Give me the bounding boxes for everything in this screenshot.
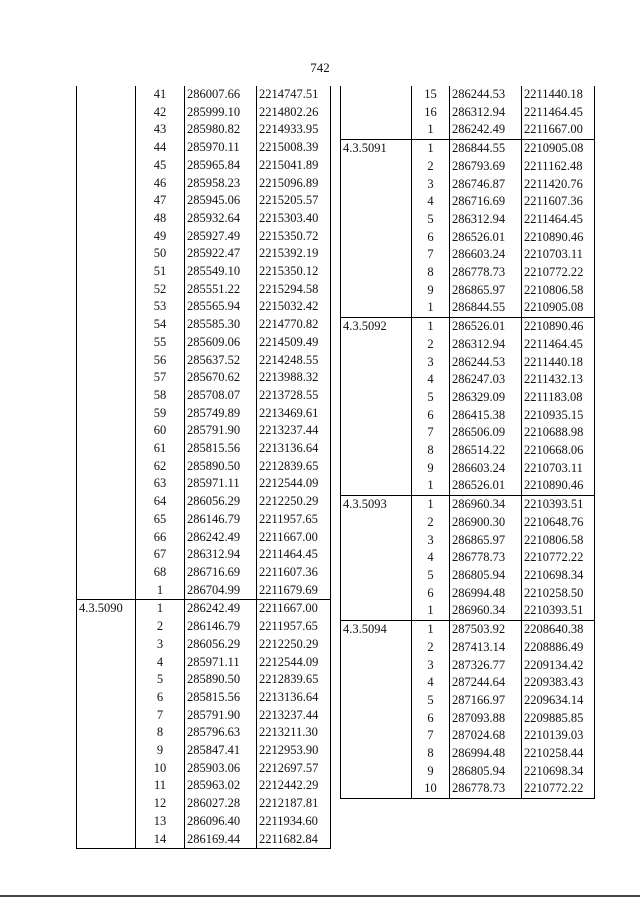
table-row <box>341 496 595 514</box>
x-coordinate-cell: 287503.92 <box>450 621 522 639</box>
point-number-cell: 45 <box>136 157 185 175</box>
x-coordinate-cell: 285922.47 <box>185 245 257 263</box>
x-coordinate-cell: 285609.06 <box>185 334 257 352</box>
y-coordinate-cell: 2210703.11 <box>522 460 595 478</box>
y-coordinate-cell: 2209634.14 <box>522 692 595 710</box>
x-coordinate-cell: 286865.97 <box>450 532 522 550</box>
x-coordinate-cell: 286146.79 <box>185 511 257 529</box>
point-number-cell: 57 <box>136 369 185 387</box>
point-number-cell: 4 <box>412 549 450 567</box>
table-row <box>341 318 595 336</box>
x-coordinate-cell: 285980.82 <box>185 121 257 139</box>
point-number-cell: 2 <box>136 618 185 636</box>
x-coordinate-cell: 286056.29 <box>185 493 257 511</box>
y-coordinate-cell: 2212442.29 <box>257 777 331 795</box>
point-number-cell: 1 <box>412 121 450 139</box>
point-number-cell: 68 <box>136 564 185 582</box>
point-number-cell: 1 <box>412 477 450 495</box>
y-coordinate-cell: 2210772.22 <box>522 549 595 567</box>
y-coordinate-cell: 2211440.18 <box>522 354 595 372</box>
scan-edge-line <box>0 895 640 897</box>
y-coordinate-cell: 2210935.15 <box>522 407 595 425</box>
y-coordinate-cell: 2210806.58 <box>522 282 595 300</box>
point-number-cell: 9 <box>412 460 450 478</box>
y-coordinate-cell: 2210648.76 <box>522 514 595 532</box>
parcel-id-cell: 4.3.5090 <box>77 600 136 849</box>
x-coordinate-cell: 286526.01 <box>450 318 522 336</box>
point-number-cell: 46 <box>136 175 185 193</box>
y-coordinate-cell: 2212544.09 <box>257 654 331 672</box>
table-row <box>77 86 331 104</box>
x-coordinate-cell: 286704.99 <box>185 582 257 600</box>
point-number-cell: 10 <box>136 760 185 778</box>
point-number-cell: 1 <box>412 299 450 317</box>
point-number-cell: 50 <box>136 245 185 263</box>
point-number-cell: 5 <box>412 692 450 710</box>
x-coordinate-cell: 286312.94 <box>450 104 522 122</box>
y-coordinate-cell: 2211667.00 <box>522 121 595 139</box>
y-coordinate-cell: 2213728.55 <box>257 387 331 405</box>
y-coordinate-cell: 2215041.89 <box>257 157 331 175</box>
x-coordinate-cell: 285670.62 <box>185 369 257 387</box>
x-coordinate-cell: 285815.56 <box>185 689 257 707</box>
y-coordinate-cell: 2209134.42 <box>522 657 595 675</box>
point-number-cell: 4 <box>412 193 450 211</box>
x-coordinate-cell: 286329.09 <box>450 389 522 407</box>
point-number-cell: 6 <box>412 407 450 425</box>
x-coordinate-cell: 286716.69 <box>185 564 257 582</box>
y-coordinate-cell: 2214248.55 <box>257 352 331 370</box>
x-coordinate-cell: 285847.41 <box>185 742 257 760</box>
y-coordinate-cell: 2210772.22 <box>522 780 595 798</box>
point-number-cell: 60 <box>136 422 185 440</box>
point-number-cell: 8 <box>136 724 185 742</box>
x-coordinate-cell: 286244.53 <box>450 354 522 372</box>
y-coordinate-cell: 2211607.36 <box>522 193 595 211</box>
y-coordinate-cell: 2214509.49 <box>257 334 331 352</box>
point-number-cell: 7 <box>136 707 185 725</box>
x-coordinate-cell: 285971.11 <box>185 654 257 672</box>
x-coordinate-cell: 286746.87 <box>450 176 522 194</box>
y-coordinate-cell: 2211183.08 <box>522 389 595 407</box>
y-coordinate-cell: 2211667.00 <box>257 529 331 547</box>
y-coordinate-cell: 2210703.11 <box>522 246 595 264</box>
coordinates-table-right <box>340 86 595 799</box>
point-number-cell: 6 <box>136 689 185 707</box>
x-coordinate-cell: 285791.90 <box>185 707 257 725</box>
point-number-cell: 7 <box>412 424 450 442</box>
y-coordinate-cell: 2210258.44 <box>522 745 595 763</box>
x-coordinate-cell: 286805.94 <box>450 567 522 585</box>
point-number-cell: 1 <box>412 621 450 639</box>
x-coordinate-cell: 286603.24 <box>450 460 522 478</box>
point-number-cell: 41 <box>136 86 185 104</box>
y-coordinate-cell: 2211957.65 <box>257 511 331 529</box>
x-coordinate-cell: 285963.02 <box>185 777 257 795</box>
point-number-cell: 66 <box>136 529 185 547</box>
x-coordinate-cell: 286242.49 <box>450 121 522 139</box>
point-number-cell: 4 <box>136 654 185 672</box>
y-coordinate-cell: 2212697.57 <box>257 760 331 778</box>
y-coordinate-cell: 2211420.76 <box>522 176 595 194</box>
y-coordinate-cell: 2215032.42 <box>257 298 331 316</box>
point-number-cell: 54 <box>136 316 185 334</box>
point-number-cell: 48 <box>136 210 185 228</box>
x-coordinate-cell: 286778.73 <box>450 549 522 567</box>
point-number-cell: 55 <box>136 334 185 352</box>
y-coordinate-cell: 2215096.89 <box>257 175 331 193</box>
y-coordinate-cell: 2213988.32 <box>257 369 331 387</box>
y-coordinate-cell: 2215008.39 <box>257 139 331 157</box>
x-coordinate-cell: 286312.94 <box>185 546 257 564</box>
x-coordinate-cell: 286514.22 <box>450 442 522 460</box>
x-coordinate-cell: 287413.14 <box>450 639 522 657</box>
point-number-cell: 1 <box>412 496 450 514</box>
point-number-cell: 5 <box>412 211 450 229</box>
y-coordinate-cell: 2213469.61 <box>257 405 331 423</box>
y-coordinate-cell: 2210393.51 <box>522 496 595 514</box>
y-coordinate-cell: 2215350.72 <box>257 228 331 246</box>
point-number-cell: 53 <box>136 298 185 316</box>
point-number-cell: 9 <box>412 282 450 300</box>
table-row <box>341 621 595 639</box>
x-coordinate-cell: 286506.09 <box>450 424 522 442</box>
x-coordinate-cell: 287244.64 <box>450 674 522 692</box>
y-coordinate-cell: 2212953.90 <box>257 742 331 760</box>
x-coordinate-cell: 285890.50 <box>185 671 257 689</box>
y-coordinate-cell: 2210698.34 <box>522 763 595 781</box>
x-coordinate-cell: 285945.06 <box>185 192 257 210</box>
x-coordinate-cell: 286007.66 <box>185 86 257 104</box>
x-coordinate-cell: 287326.77 <box>450 657 522 675</box>
y-coordinate-cell: 2213211.30 <box>257 724 331 742</box>
x-coordinate-cell: 286716.69 <box>450 193 522 211</box>
table-row <box>341 86 595 104</box>
y-coordinate-cell: 2215294.58 <box>257 281 331 299</box>
y-coordinate-cell: 2211432.13 <box>522 371 595 389</box>
y-coordinate-cell: 2210393.51 <box>522 602 595 620</box>
y-coordinate-cell: 2211667.00 <box>257 600 331 618</box>
x-coordinate-cell: 287093.88 <box>450 710 522 728</box>
x-coordinate-cell: 285815.56 <box>185 440 257 458</box>
x-coordinate-cell: 286778.73 <box>450 780 522 798</box>
parcel-id-cell: 4.3.5093 <box>341 496 412 621</box>
y-coordinate-cell: 2215303.40 <box>257 210 331 228</box>
x-coordinate-cell: 285965.84 <box>185 157 257 175</box>
y-coordinate-cell: 2215392.19 <box>257 245 331 263</box>
x-coordinate-cell: 286244.53 <box>450 86 522 104</box>
y-coordinate-cell: 2212250.29 <box>257 493 331 511</box>
point-number-cell: 2 <box>412 514 450 532</box>
y-coordinate-cell: 2208886.49 <box>522 639 595 657</box>
point-number-cell: 15 <box>412 86 450 104</box>
y-coordinate-cell: 2212187.81 <box>257 795 331 813</box>
point-number-cell: 7 <box>412 246 450 264</box>
x-coordinate-cell: 285890.50 <box>185 458 257 476</box>
x-coordinate-cell: 286312.94 <box>450 211 522 229</box>
x-coordinate-cell: 287166.97 <box>450 692 522 710</box>
y-coordinate-cell: 2210890.46 <box>522 477 595 495</box>
point-number-cell: 59 <box>136 405 185 423</box>
point-number-cell: 6 <box>412 710 450 728</box>
point-number-cell: 61 <box>136 440 185 458</box>
point-number-cell: 65 <box>136 511 185 529</box>
point-number-cell: 1 <box>136 600 185 618</box>
parcel-id-cell: 4.3.5091 <box>341 140 412 318</box>
y-coordinate-cell: 2211440.18 <box>522 86 595 104</box>
y-coordinate-cell: 2213136.64 <box>257 440 331 458</box>
point-number-cell: 1 <box>412 140 450 158</box>
point-number-cell: 7 <box>412 727 450 745</box>
y-coordinate-cell: 2211464.45 <box>522 104 595 122</box>
point-number-cell: 64 <box>136 493 185 511</box>
x-coordinate-cell: 286242.49 <box>185 600 257 618</box>
x-coordinate-cell: 285637.52 <box>185 352 257 370</box>
table-row <box>77 600 331 618</box>
point-number-cell: 5 <box>136 671 185 689</box>
y-coordinate-cell: 2210806.58 <box>522 532 595 550</box>
point-number-cell: 56 <box>136 352 185 370</box>
x-coordinate-cell: 286096.40 <box>185 813 257 831</box>
point-number-cell: 47 <box>136 192 185 210</box>
y-coordinate-cell: 2210258.50 <box>522 585 595 603</box>
point-number-cell: 5 <box>412 389 450 407</box>
y-coordinate-cell: 2209885.85 <box>522 710 595 728</box>
point-number-cell: 43 <box>136 121 185 139</box>
y-coordinate-cell: 2210139.03 <box>522 727 595 745</box>
point-number-cell: 8 <box>412 442 450 460</box>
point-number-cell: 11 <box>136 777 185 795</box>
y-coordinate-cell: 2210905.08 <box>522 140 595 158</box>
x-coordinate-cell: 286793.69 <box>450 158 522 176</box>
point-number-cell: 5 <box>412 567 450 585</box>
y-coordinate-cell: 2212250.29 <box>257 636 331 654</box>
x-coordinate-cell: 286312.94 <box>450 336 522 354</box>
x-coordinate-cell: 286526.01 <box>450 477 522 495</box>
x-coordinate-cell: 285958.23 <box>185 175 257 193</box>
point-number-cell: 4 <box>412 674 450 692</box>
x-coordinate-cell: 286994.48 <box>450 585 522 603</box>
x-coordinate-cell: 286865.97 <box>450 282 522 300</box>
y-coordinate-cell: 2211682.84 <box>257 831 331 849</box>
x-coordinate-cell: 286844.55 <box>450 299 522 317</box>
x-coordinate-cell: 285551.22 <box>185 281 257 299</box>
x-coordinate-cell: 286994.48 <box>450 745 522 763</box>
x-coordinate-cell: 286960.34 <box>450 602 522 620</box>
point-number-cell: 62 <box>136 458 185 476</box>
point-number-cell: 1 <box>412 602 450 620</box>
y-coordinate-cell: 2211464.45 <box>522 211 595 229</box>
point-number-cell: 1 <box>136 582 185 600</box>
y-coordinate-cell: 2214933.95 <box>257 121 331 139</box>
y-coordinate-cell: 2213237.44 <box>257 707 331 725</box>
x-coordinate-cell: 285932.64 <box>185 210 257 228</box>
y-coordinate-cell: 2210688.98 <box>522 424 595 442</box>
parcel-id-cell: 4.3.5092 <box>341 318 412 496</box>
x-coordinate-cell: 286805.94 <box>450 763 522 781</box>
y-coordinate-cell: 2210905.08 <box>522 299 595 317</box>
x-coordinate-cell: 285708.07 <box>185 387 257 405</box>
point-number-cell: 8 <box>412 745 450 763</box>
point-number-cell: 52 <box>136 281 185 299</box>
y-coordinate-cell: 2214802.26 <box>257 104 331 122</box>
y-coordinate-cell: 2212544.09 <box>257 475 331 493</box>
point-number-cell: 3 <box>136 636 185 654</box>
x-coordinate-cell: 285796.63 <box>185 724 257 742</box>
x-coordinate-cell: 286169.44 <box>185 831 257 849</box>
coordinates-table-left <box>76 86 331 849</box>
point-number-cell: 6 <box>412 229 450 247</box>
x-coordinate-cell: 287024.68 <box>450 727 522 745</box>
y-coordinate-cell: 2215350.12 <box>257 263 331 281</box>
y-coordinate-cell: 2210890.46 <box>522 229 595 247</box>
point-number-cell: 14 <box>136 831 185 849</box>
y-coordinate-cell: 2214770.82 <box>257 316 331 334</box>
point-number-cell: 67 <box>136 546 185 564</box>
y-coordinate-cell: 2210890.46 <box>522 318 595 336</box>
point-number-cell: 42 <box>136 104 185 122</box>
x-coordinate-cell: 286146.79 <box>185 618 257 636</box>
y-coordinate-cell: 2211934.60 <box>257 813 331 831</box>
x-coordinate-cell: 286603.24 <box>450 246 522 264</box>
y-coordinate-cell: 2213237.44 <box>257 422 331 440</box>
x-coordinate-cell: 286778.73 <box>450 264 522 282</box>
point-number-cell: 3 <box>412 657 450 675</box>
x-coordinate-cell: 285971.11 <box>185 475 257 493</box>
x-coordinate-cell: 286415.38 <box>450 407 522 425</box>
point-number-cell: 44 <box>136 139 185 157</box>
y-coordinate-cell: 2209383.43 <box>522 674 595 692</box>
point-number-cell: 51 <box>136 263 185 281</box>
y-coordinate-cell: 2211679.69 <box>257 582 331 600</box>
y-coordinate-cell: 2215205.57 <box>257 192 331 210</box>
table-row <box>341 140 595 158</box>
point-number-cell: 2 <box>412 639 450 657</box>
point-number-cell: 16 <box>412 104 450 122</box>
point-number-cell: 8 <box>412 264 450 282</box>
y-coordinate-cell: 2210668.06 <box>522 442 595 460</box>
x-coordinate-cell: 286526.01 <box>450 229 522 247</box>
x-coordinate-cell: 285585.30 <box>185 316 257 334</box>
x-coordinate-cell: 285999.10 <box>185 104 257 122</box>
point-number-cell: 6 <box>412 585 450 603</box>
y-coordinate-cell: 2208640.38 <box>522 621 595 639</box>
y-coordinate-cell: 2211607.36 <box>257 564 331 582</box>
point-number-cell: 49 <box>136 228 185 246</box>
x-coordinate-cell: 286027.28 <box>185 795 257 813</box>
y-coordinate-cell: 2212839.65 <box>257 671 331 689</box>
x-coordinate-cell: 285903.06 <box>185 760 257 778</box>
x-coordinate-cell: 285549.10 <box>185 263 257 281</box>
x-coordinate-cell: 285927.49 <box>185 228 257 246</box>
point-number-cell: 3 <box>412 176 450 194</box>
point-number-cell: 2 <box>412 158 450 176</box>
point-number-cell: 3 <box>412 354 450 372</box>
point-number-cell: 3 <box>412 532 450 550</box>
parcel-id-cell: 4.3.5094 <box>341 621 412 799</box>
page-number: 742 <box>310 60 330 75</box>
point-number-cell: 9 <box>136 742 185 760</box>
x-coordinate-cell: 286056.29 <box>185 636 257 654</box>
point-number-cell: 63 <box>136 475 185 493</box>
point-number-cell: 4 <box>412 371 450 389</box>
x-coordinate-cell: 286960.34 <box>450 496 522 514</box>
y-coordinate-cell: 2210698.34 <box>522 567 595 585</box>
point-number-cell: 10 <box>412 780 450 798</box>
y-coordinate-cell: 2212839.65 <box>257 458 331 476</box>
y-coordinate-cell: 2211162.48 <box>522 158 595 176</box>
point-number-cell: 58 <box>136 387 185 405</box>
parcel-id-cell <box>77 86 136 600</box>
y-coordinate-cell: 2214747.51 <box>257 86 331 104</box>
point-number-cell: 1 <box>412 318 450 336</box>
point-number-cell: 13 <box>136 813 185 831</box>
y-coordinate-cell: 2211464.45 <box>522 336 595 354</box>
x-coordinate-cell: 285970.11 <box>185 139 257 157</box>
point-number-cell: 2 <box>412 336 450 354</box>
y-coordinate-cell: 2213136.64 <box>257 689 331 707</box>
x-coordinate-cell: 285565.94 <box>185 298 257 316</box>
x-coordinate-cell: 285749.89 <box>185 405 257 423</box>
x-coordinate-cell: 286844.55 <box>450 140 522 158</box>
x-coordinate-cell: 285791.90 <box>185 422 257 440</box>
point-number-cell: 12 <box>136 795 185 813</box>
x-coordinate-cell: 286247.03 <box>450 371 522 389</box>
y-coordinate-cell: 2210772.22 <box>522 264 595 282</box>
y-coordinate-cell: 2211957.65 <box>257 618 331 636</box>
point-number-cell: 9 <box>412 763 450 781</box>
x-coordinate-cell: 286242.49 <box>185 529 257 547</box>
x-coordinate-cell: 286900.30 <box>450 514 522 532</box>
parcel-id-cell <box>341 86 412 140</box>
y-coordinate-cell: 2211464.45 <box>257 546 331 564</box>
